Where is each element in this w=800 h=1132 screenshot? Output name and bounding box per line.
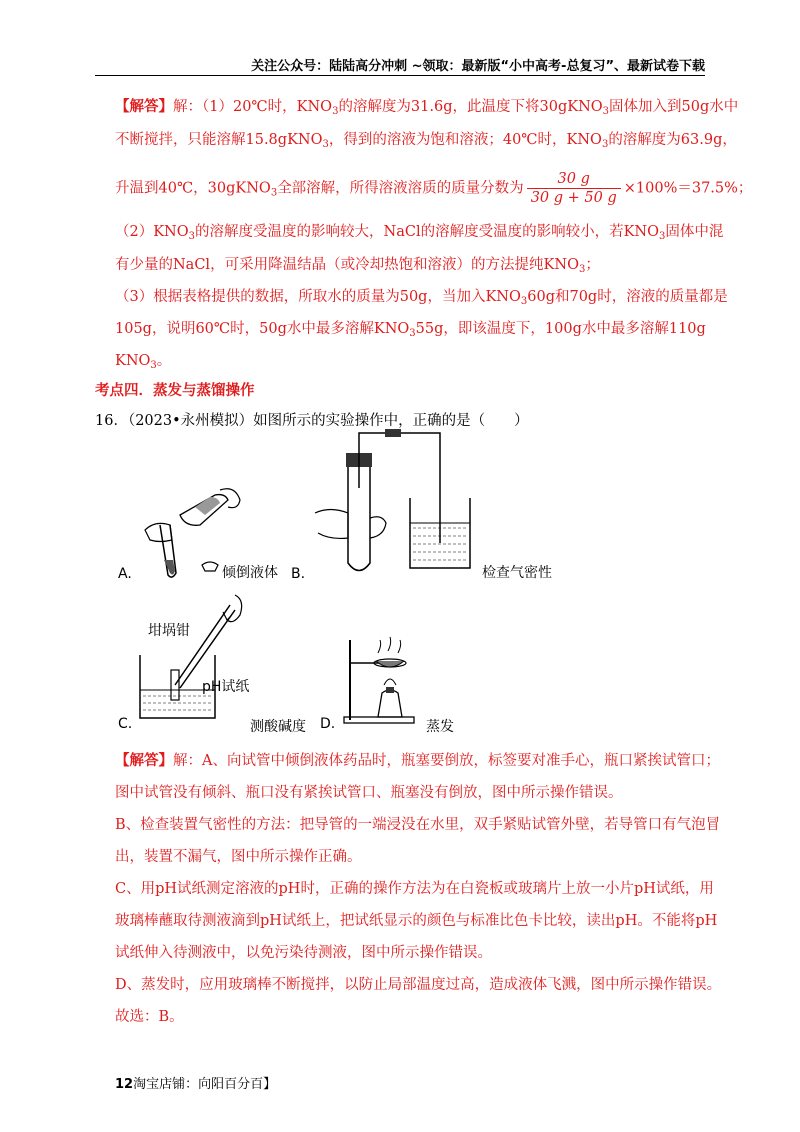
answer15-line6: （3）根据表格提供的数据，所取水的质量为50g，当加入$KNO_360g$和70g时，溶液的质量都是 bbox=[115, 289, 728, 307]
answer16-line8: D、蒸发时，应用玻璃棒不断搅拌，以防止局部温度过高，造成液体飞溅，图中所示操作错误。 bbox=[115, 977, 722, 993]
option-b-label: B. bbox=[291, 566, 306, 582]
answer15-line7: 105g，说明60℃时，50g水中最多溶解$KNO_355g$，即该温度下，100g水中最多溶解110g bbox=[115, 321, 706, 339]
option-d-label: D. bbox=[320, 716, 336, 732]
answer16-line1: 【解答】解：A、向试管中倾倒液体药品时，瓶塞要倒放，标签要对准手心，瓶口紧挨试管口； bbox=[115, 752, 720, 769]
answer15-line5: 有少量的NaCl，可采用降温结晶（或冷却热饱和溶液）的方法提纯$KNO_3$； bbox=[115, 257, 600, 275]
answer16-line2: 图中试管没有倾斜、瓶口没有紧挨试管口、瓶塞没有倒放，图中所示操作错误。 bbox=[115, 785, 623, 801]
section-title: 考点四．蒸发与蒸馏操作 bbox=[95, 382, 255, 399]
option-a-caption: 倾倒液体 bbox=[222, 565, 278, 581]
answer15-line3: 升温到40℃，30gKNO$_3$全部溶解，所得溶液溶质的质量分数为 $\frac{30 g}{30 g + 50 g}$ ×100%＝37.5%； bbox=[115, 171, 753, 206]
answer16-line6: 玻璃棒蘸取待测液滴到pH试纸上，把试纸显示的颜色与标准比色卡比较，读出pH。不能将pH bbox=[115, 913, 718, 929]
answer15-line2: 不断搅拌，只能溶解15.8gKNO$_3$，得到的溶液为饱和溶液；40℃时，$KNO_3$的溶解度为63.9g， bbox=[115, 132, 737, 150]
answer15-line8: $KNO_3$。 bbox=[115, 353, 172, 371]
label-ph-paper: pH试纸 bbox=[202, 679, 250, 695]
page-footer bbox=[115, 1073, 276, 1092]
page-header: 关注公众号：陆陆高分冲刺 ~领取：最新版“小中高考-总复习”、最新试卷下载 bbox=[95, 55, 705, 76]
option-d-caption: 蒸发 bbox=[426, 719, 454, 735]
question-16-stem: 16．（2023•永州模拟）如图所示的实验操作中，正确的是（ ） bbox=[95, 413, 529, 429]
page-number: 12 bbox=[115, 1077, 134, 1092]
figure-d-evaporation bbox=[340, 635, 420, 725]
option-c-label: C. bbox=[118, 716, 133, 732]
shop-name: 淘宝店铺：向阳百分百】 bbox=[133, 1077, 277, 1092]
figure-c-ph-test bbox=[135, 590, 250, 725]
option-a-label: A. bbox=[118, 566, 132, 582]
answer16-line3: B、检查装置气密性的方法：把导管的一端浸没在水里，双手紧贴试管外壁，若导管口有气泡冒 bbox=[115, 817, 721, 833]
answer16-line4: 出，装置不漏气，图中所示操作正确。 bbox=[115, 849, 362, 865]
label-crucible-tongs: 坩埚钳 bbox=[148, 623, 190, 639]
answer16-line5: C、用pH试纸测定溶液的pH时，正确的操作方法为在白瓷板或玻璃片上放一小片pH试纸，用 bbox=[115, 881, 714, 897]
figure-b-airtightness bbox=[310, 428, 480, 578]
answer16-line7: 试纸伸入待测液中，以免污染待测液，图中所示操作错误。 bbox=[115, 945, 492, 961]
answer16-line9: 故选：B。 bbox=[115, 1009, 184, 1025]
answer15-line4: $(2)KNO_3$的溶解度受温度的影响较大，NaCl的溶解度受温度的影响较小，若$KNO_3$固体中混 bbox=[115, 224, 724, 242]
answer15-line1: 【解答】解：（1）20℃时，$KNO_3$的溶解度为31.6g，此温度下将30gKNO$_3$固体加入到50g水中 bbox=[115, 98, 739, 117]
option-c-caption: 测酸碱度 bbox=[250, 719, 306, 735]
fraction: $\frac{30 g}{30 g + 50 g}$ bbox=[527, 170, 621, 207]
option-b-caption: 检查气密性 bbox=[482, 565, 552, 581]
